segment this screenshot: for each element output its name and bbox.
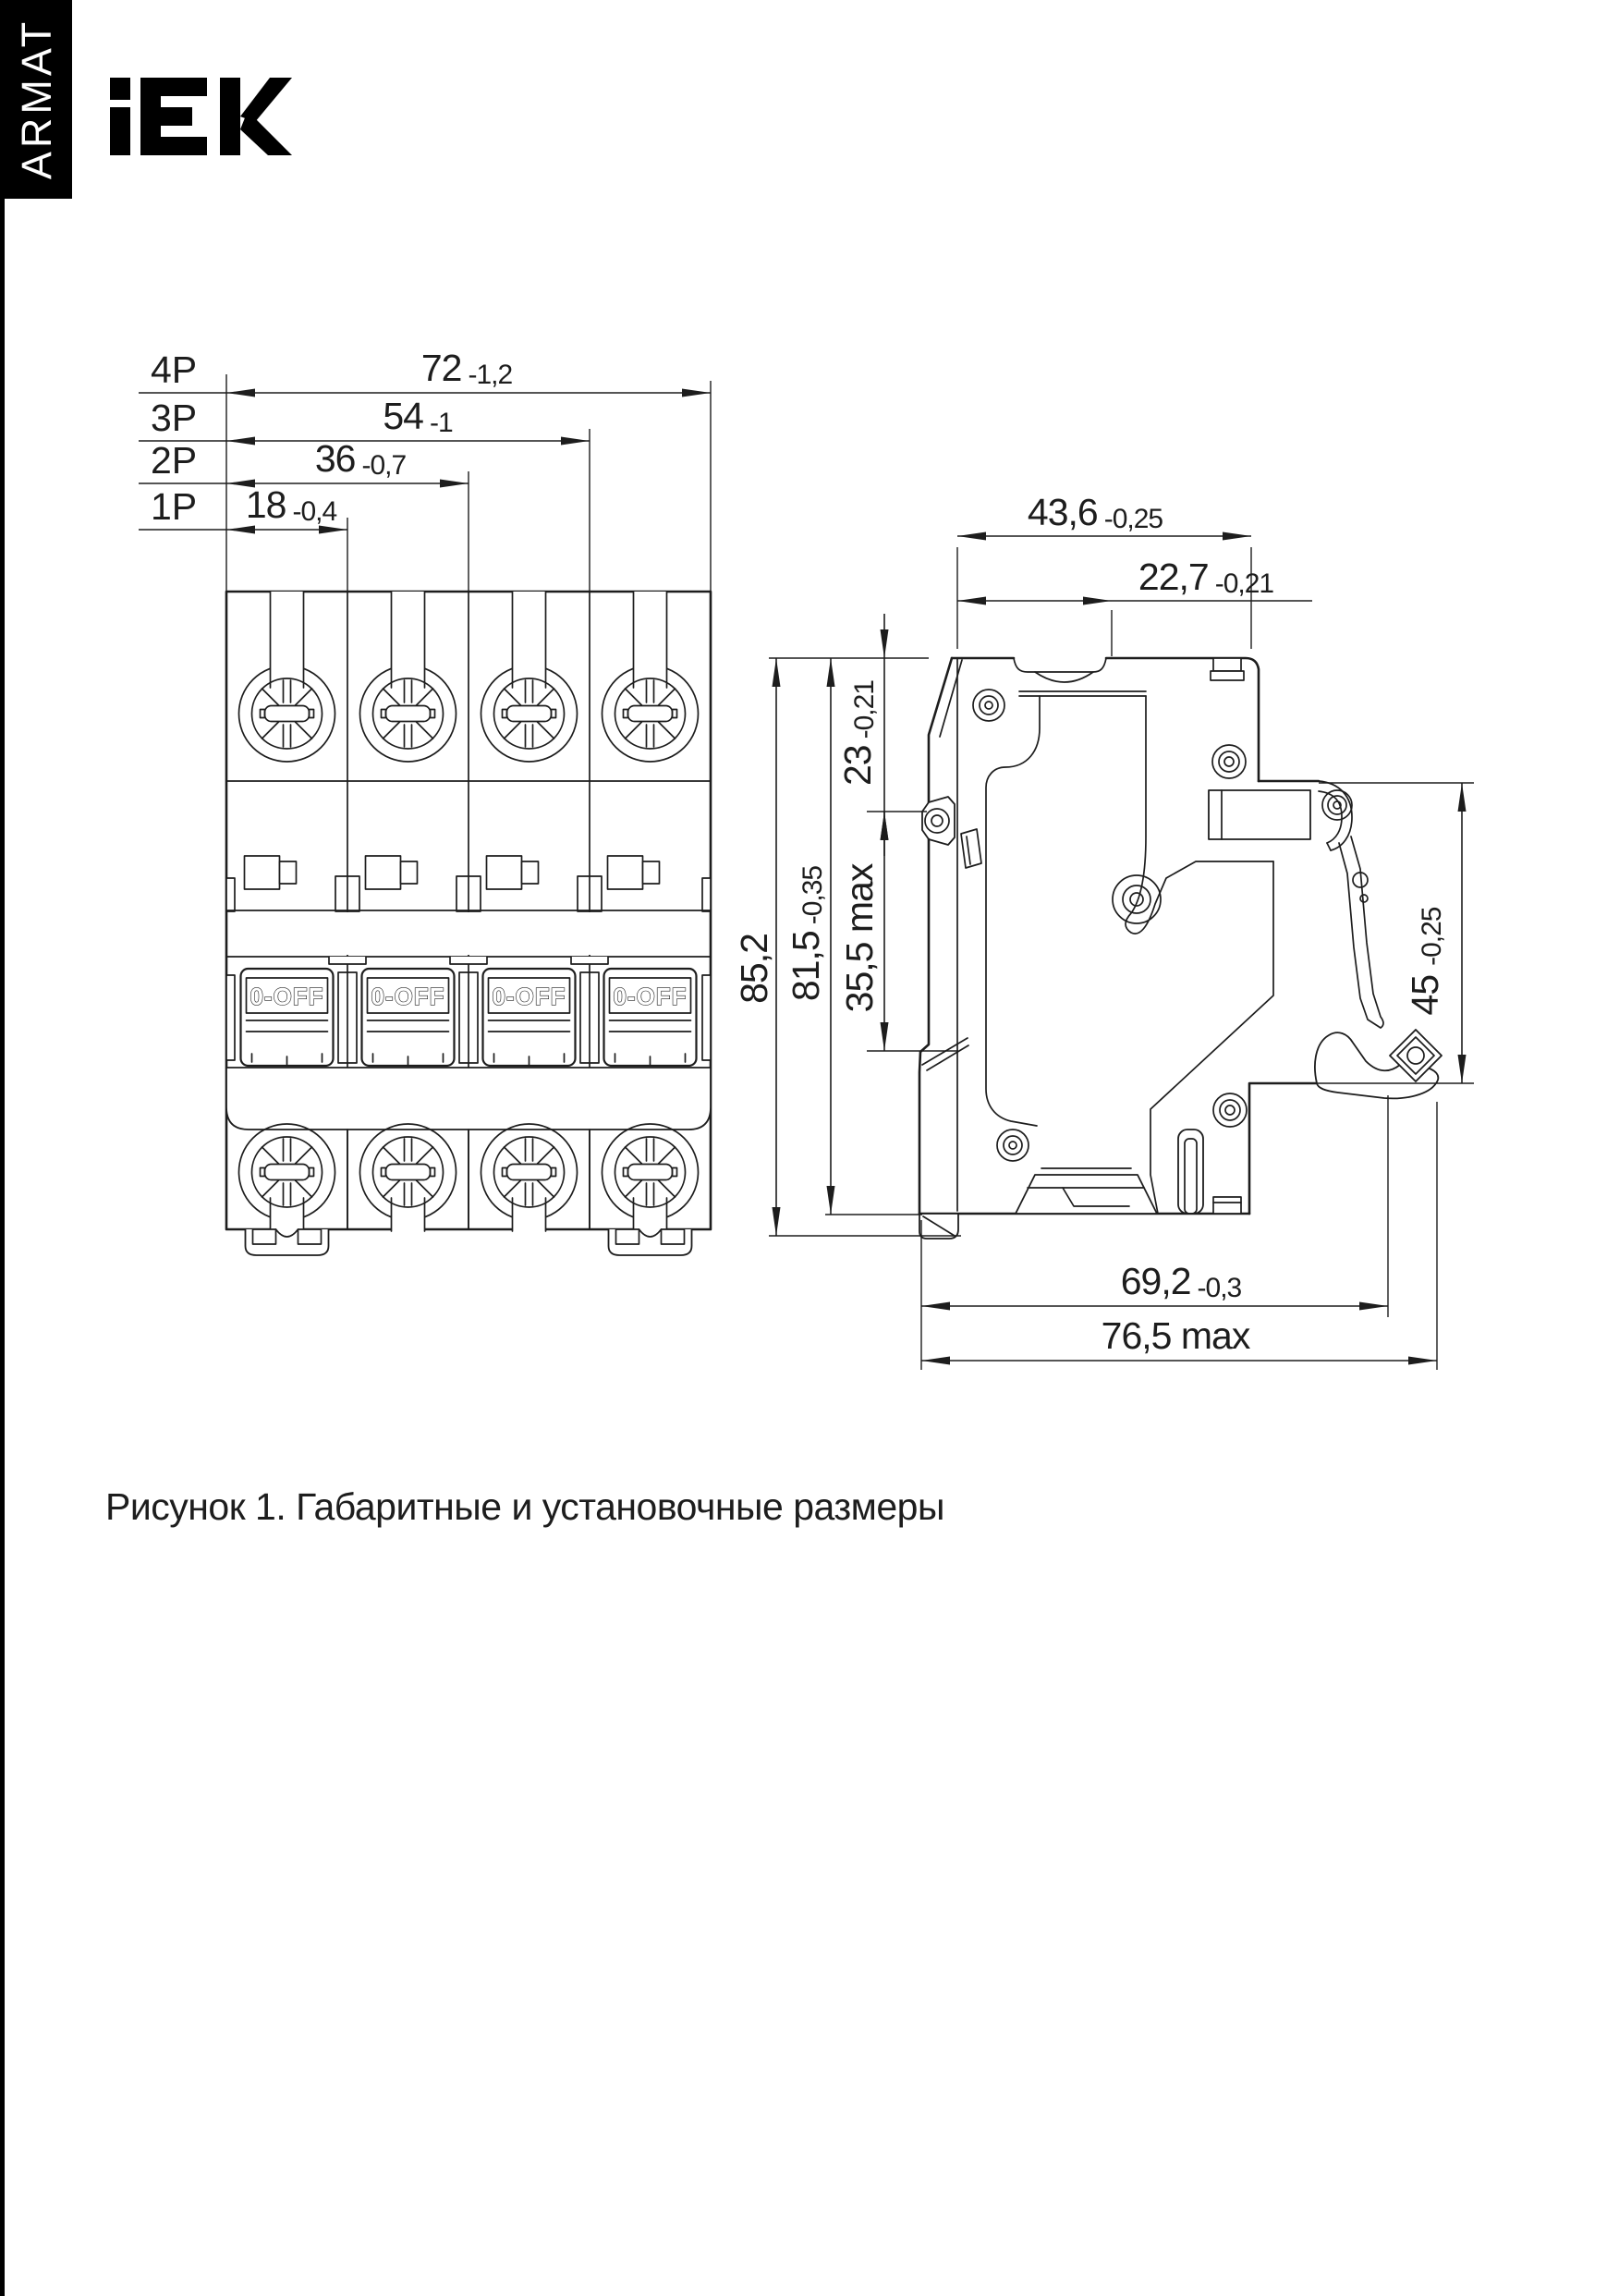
din-foot-left — [246, 1229, 329, 1255]
terminal-screw-top-4 — [603, 592, 699, 762]
rivets — [973, 690, 1247, 1161]
toggle-handle-2 — [362, 969, 455, 1066]
side-view — [919, 658, 1442, 1239]
page-left-border — [0, 199, 5, 2296]
brand-area — [0, 0, 292, 2296]
terminal-screw-bottom-3 — [481, 1124, 578, 1294]
dim-width-4p: 72 -1,2 — [420, 347, 513, 390]
pole-label-2p: 2P — [151, 439, 198, 482]
dim-width-recess: 22,7 -0,21 — [1138, 556, 1274, 599]
toggle-handle-4 — [604, 969, 697, 1066]
figure-caption: Рисунок 1. Габаритные и установочные размеры — [105, 1485, 944, 1528]
terminal-screw-top-1 — [239, 592, 335, 762]
pole-label-3p: 3P — [151, 397, 198, 439]
dim-rail-channel: 45-0,25 — [1404, 907, 1447, 1016]
dim-depth-body: 69,2 -0,3 — [1120, 1260, 1242, 1303]
pole-label-1p: 1P — [151, 485, 198, 528]
dim-width-3p: 54 -1 — [383, 395, 453, 438]
front-view — [226, 592, 711, 1294]
toggle-handle-1 — [241, 969, 334, 1066]
side-view-dimensions — [733, 491, 1474, 1370]
iek-logo-icon — [110, 78, 292, 155]
terminal-screw-bottom-4 — [603, 1124, 699, 1294]
dim-depth-max: 76,5 max — [1101, 1314, 1250, 1357]
dim-width-2p: 36 -0,7 — [314, 437, 407, 481]
dim-width-top: 43,6 -0,25 — [1027, 491, 1163, 534]
armat-label: ARMAT — [13, 18, 60, 180]
pole-label-4p: 4P — [151, 348, 198, 391]
dim-notch-span: 35,5 max — [838, 863, 881, 1013]
front-view-dimensions — [139, 347, 711, 592]
terminal-screw-top-2 — [360, 592, 456, 762]
terminal-screw-bottom-2 — [360, 1124, 456, 1294]
toggle-handle-3 — [483, 969, 576, 1066]
terminal-screw-bottom-1 — [239, 1124, 335, 1294]
dim-notch-top: 23-0,21 — [836, 680, 880, 786]
din-foot-right — [609, 1229, 692, 1255]
dim-width-1p: 18 -0,4 — [245, 483, 337, 527]
dim-height-total: 85,2 — [733, 934, 775, 1004]
terminal-screw-top-3 — [481, 592, 578, 762]
dim-height-body: 81,5-0,35 — [785, 865, 828, 1002]
